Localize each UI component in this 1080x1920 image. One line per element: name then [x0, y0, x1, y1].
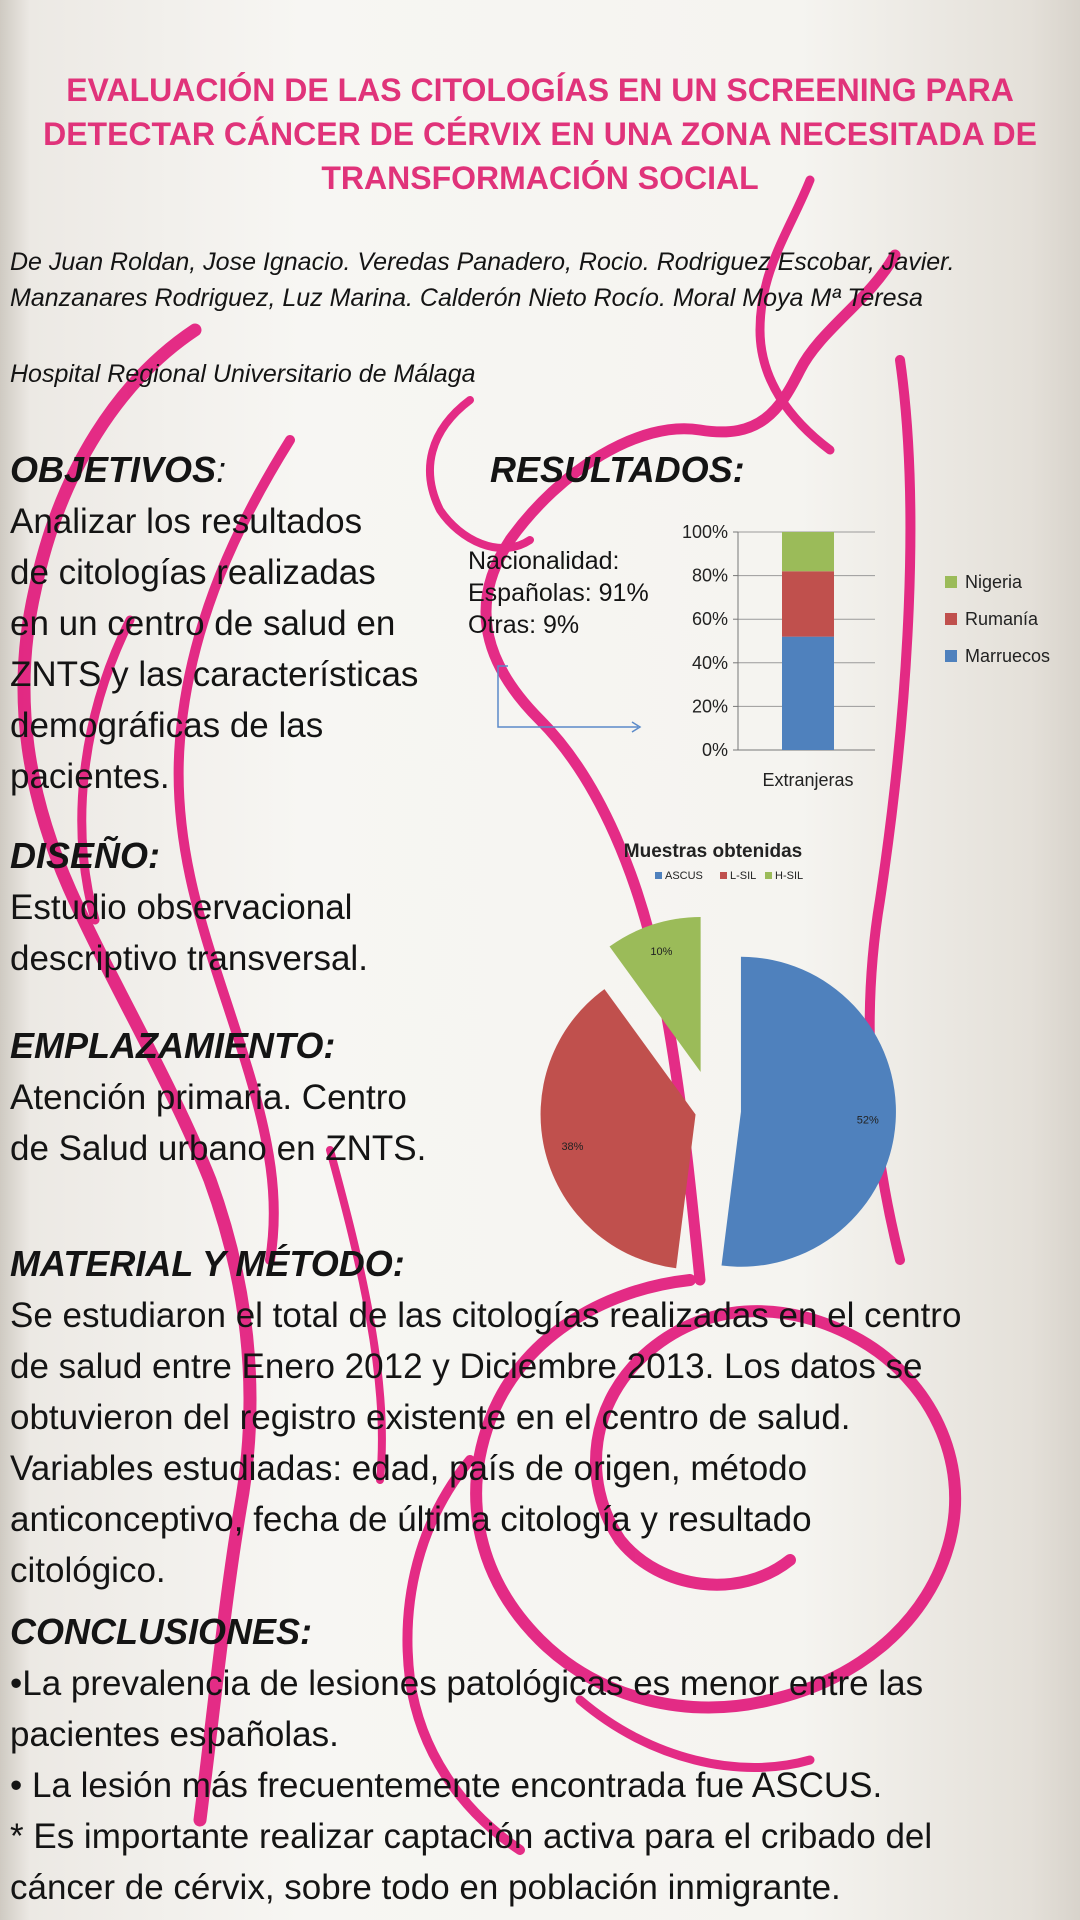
bar-y-tick-label: 80%	[691, 565, 728, 586]
material-text	[10, 1290, 1075, 1596]
bar-category-label: Extranjeras	[762, 770, 854, 790]
bar-legend-swatch	[945, 576, 957, 588]
objetivos-line: demográficas de las	[10, 706, 324, 745]
affiliation: Hospital Regional Universitario de Málaga	[10, 360, 476, 388]
material-line: anticonceptivo, fecha de última citología y resultado	[10, 1500, 812, 1539]
diseno-text	[10, 882, 368, 984]
conclusiones-text	[10, 1658, 1075, 1913]
diseno-line: descriptivo transversal.	[10, 939, 368, 978]
pie-legend	[655, 870, 803, 882]
emplazamiento-line: Atención primaria. Centro	[10, 1078, 407, 1117]
diseno-heading: DISEÑO:	[10, 835, 161, 876]
bar-y-tick-label: 40%	[691, 652, 728, 673]
bar-segments	[782, 532, 834, 750]
nationality-line: Nacionalidad:	[468, 547, 620, 575]
pie-chart	[520, 835, 940, 1285]
conclusiones-line: cáncer de cérvix, sobre todo en población inmigrante.	[10, 1868, 841, 1907]
conclusiones-line: * Es importante realizar captación activa para el cribado del	[10, 1817, 933, 1856]
diseno-line: Estudio observacional	[10, 888, 353, 927]
bar-segment-nigeria	[782, 532, 834, 571]
pie-legend-label: L-SIL	[730, 870, 757, 882]
nationality-line: Otras: 9%	[468, 611, 580, 639]
conclusiones-heading: CONCLUSIONES:	[10, 1611, 313, 1652]
resultados-heading: RESULTADOS:	[490, 449, 745, 490]
bar-legend-swatch	[945, 650, 957, 662]
pie-legend-swatch	[655, 872, 662, 879]
material-line: obtuvieron del registro existente en el centro de salud.	[10, 1398, 851, 1437]
emplazamiento-text	[10, 1072, 426, 1174]
material-line: de salud entre Enero 2012 y Diciembre 2013. Los datos se	[10, 1347, 923, 1386]
objetivos-text	[10, 496, 470, 802]
bar-y-tick-label: 60%	[691, 609, 728, 630]
authors-line-1: De Juan Roldan, Jose Ignacio. Veredas Panadero, Rocio. Rodriguez Escobar, Javier.	[10, 248, 955, 276]
bar-legend	[945, 572, 1050, 666]
bar-legend-swatch	[945, 613, 957, 625]
pie-legend-swatch	[765, 872, 772, 879]
authors-line-2: Manzanares Rodriguez, Luz Marina. Calderón Nieto Rocío. Moral Moya Mª Teresa	[10, 284, 923, 312]
conclusiones-line: pacientes españolas.	[10, 1715, 339, 1754]
pie-title: Muestras obtenidas	[623, 841, 803, 862]
arrow-connector	[490, 660, 650, 740]
material-line: Variables estudiadas: edad, país de origen, método	[10, 1449, 808, 1488]
nationality-text	[468, 545, 649, 641]
pie-data-label: 10%	[650, 946, 673, 959]
bar-y-tick-label: 0%	[701, 740, 728, 760]
material-line: citológico.	[10, 1551, 166, 1590]
poster-title: EVALUACIÓN DE LAS CITOLOGÍAS EN UN SCREENING PARA DETECTAR CÁNCER DE CÉRVIX EN UNA ZONA NECESITADA DE TRANSFORMACIÓN SOCIAL	[43, 72, 1037, 196]
pie-data-label: 38%	[561, 1141, 584, 1154]
conclusiones-line: •La prevalencia de lesiones patológicas es menor entre las	[10, 1664, 924, 1703]
stacked-bar-chart	[650, 510, 1080, 800]
bar-y-tick-label: 20%	[691, 696, 728, 717]
material-heading: MATERIAL Y MÉTODO:	[10, 1243, 405, 1284]
bar-segment-marruecos	[782, 637, 834, 750]
conclusiones-line: • La lesión más frecuentemente encontrada fue ASCUS.	[10, 1766, 883, 1805]
emplazamiento-heading: EMPLAZAMIENTO:	[10, 1025, 336, 1066]
bar-legend-label: Marruecos	[965, 646, 1051, 666]
material-line: Se estudiaron el total de las citologías realizadas en el centro	[10, 1296, 962, 1335]
emplazamiento-line: de Salud urbano en ZNTS.	[10, 1129, 427, 1168]
objetivos-line: pacientes.	[10, 757, 170, 796]
objetivos-line: en un centro de salud en	[10, 604, 396, 643]
nationality-line: Españolas: 91%	[468, 579, 649, 607]
bar-y-ticks	[682, 522, 728, 760]
pie-slices	[541, 917, 896, 1268]
bar-y-tick-label: 100%	[681, 522, 728, 542]
objetivos-heading: OBJETIVOS:	[10, 449, 227, 490]
objetivos-line: ZNTS y las características	[10, 655, 419, 694]
pie-legend-label: ASCUS	[665, 870, 703, 882]
pie-data-label: 52%	[856, 1114, 879, 1127]
bar-legend-label: Rumanía	[965, 609, 1039, 629]
bar-legend-label: Nigeria	[965, 572, 1023, 592]
pie-legend-label: H-SIL	[775, 870, 804, 882]
pie-slice-ascus	[722, 957, 896, 1267]
objetivos-line: Analizar los resultados	[10, 502, 363, 541]
objetivos-line: de citologías realizadas	[10, 553, 376, 592]
pie-legend-swatch	[720, 872, 727, 879]
bar-segment-rumanía	[782, 571, 834, 636]
